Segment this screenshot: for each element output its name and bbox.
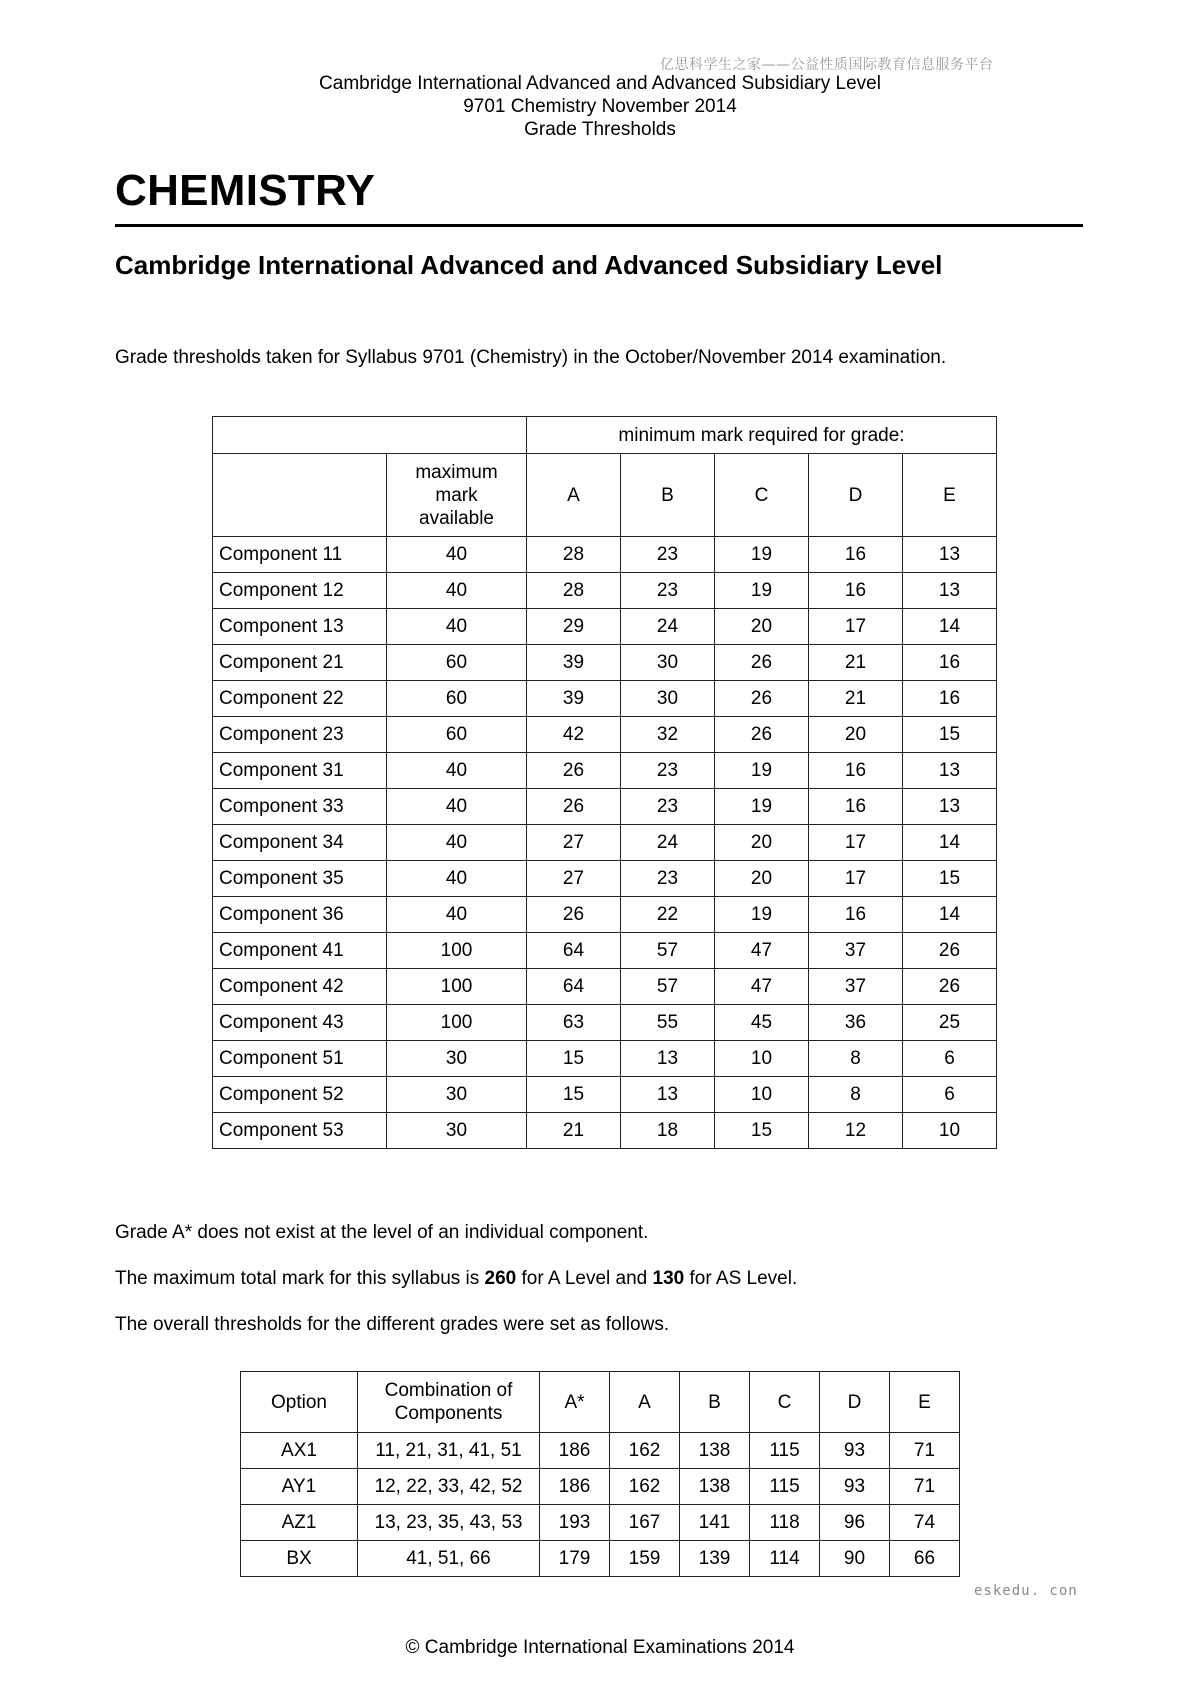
grade-mark-cell: 15 bbox=[527, 1041, 621, 1077]
watermark-top: 亿思科学生之家——公益性质国际教育信息服务平台 bbox=[660, 57, 994, 73]
grade-mark-cell: 26 bbox=[527, 897, 621, 933]
grade-mark-cell: 14 bbox=[903, 897, 997, 933]
component-name-cell: Component 41 bbox=[213, 933, 387, 969]
overall-thresholds-table bbox=[240, 1371, 960, 1577]
component-name-cell: Component 31 bbox=[213, 753, 387, 789]
header-line-1: Cambridge International Advanced and Advanced Subsidiary Level bbox=[319, 73, 881, 94]
grade-mark-cell: 45 bbox=[715, 1005, 809, 1041]
overall-mark-cell: 138 bbox=[680, 1433, 750, 1469]
grade-mark-cell: 13 bbox=[903, 537, 997, 573]
combination-cell: 41, 51, 66 bbox=[358, 1541, 540, 1577]
combination-cell: 13, 23, 35, 43, 53 bbox=[358, 1505, 540, 1541]
combination-header-line: Combination of bbox=[384, 1380, 513, 1401]
table-row bbox=[213, 825, 997, 861]
component-name-cell: Component 21 bbox=[213, 645, 387, 681]
grade-mark-cell: 13 bbox=[903, 789, 997, 825]
max-mark-cell: 40 bbox=[387, 825, 527, 861]
overall-mark-cell: 141 bbox=[680, 1505, 750, 1541]
grade-mark-cell: 36 bbox=[809, 1005, 903, 1041]
max-mark-header-line: mark bbox=[435, 484, 478, 506]
overall-mark-cell: 71 bbox=[890, 1469, 960, 1505]
table-row bbox=[213, 681, 997, 717]
max-total-text: The maximum total mark for this syllabus is bbox=[115, 1268, 485, 1289]
grade-mark-cell: 19 bbox=[715, 897, 809, 933]
grade-mark-cell: 15 bbox=[715, 1113, 809, 1149]
grade-mark-cell: 23 bbox=[621, 861, 715, 897]
grade-mark-cell: 26 bbox=[715, 717, 809, 753]
grade-group-header: minimum mark required for grade: bbox=[527, 417, 997, 454]
overall-mark-cell: 139 bbox=[680, 1541, 750, 1577]
combination-cell: 12, 22, 33, 42, 52 bbox=[358, 1469, 540, 1505]
table-row bbox=[213, 1077, 997, 1113]
overall-mark-cell: 71 bbox=[890, 1433, 960, 1469]
grade-mark-cell: 8 bbox=[809, 1041, 903, 1077]
grade-mark-cell: 16 bbox=[809, 753, 903, 789]
component-name-cell: Component 42 bbox=[213, 969, 387, 1005]
overall-note: The overall thresholds for the different grades were set as follows. bbox=[115, 1314, 670, 1335]
max-mark-header bbox=[387, 454, 527, 537]
table-row bbox=[213, 537, 997, 573]
overall-mark-cell: 74 bbox=[890, 1505, 960, 1541]
grade-mark-cell: 21 bbox=[809, 645, 903, 681]
watermark-bottom: eskedu. con bbox=[974, 1583, 1078, 1599]
header-line-2: 9701 Chemistry November 2014 bbox=[463, 96, 737, 117]
grade-mark-cell: 12 bbox=[809, 1113, 903, 1149]
table-row bbox=[213, 789, 997, 825]
overall-mark-cell: 193 bbox=[540, 1505, 610, 1541]
grade-mark-cell: 42 bbox=[527, 717, 621, 753]
astar-note: Grade A* does not exist at the level of an individual component. bbox=[115, 1222, 649, 1243]
grade-mark-cell: 19 bbox=[715, 573, 809, 609]
grade-mark-cell: 19 bbox=[715, 753, 809, 789]
grade-mark-cell: 64 bbox=[527, 969, 621, 1005]
max-mark-cell: 100 bbox=[387, 969, 527, 1005]
grade-mark-cell: 63 bbox=[527, 1005, 621, 1041]
table-row bbox=[213, 969, 997, 1005]
grade-mark-cell: 28 bbox=[527, 537, 621, 573]
overall-mark-cell: 138 bbox=[680, 1469, 750, 1505]
grade-mark-cell: 10 bbox=[715, 1077, 809, 1113]
grade-header-b: B bbox=[621, 454, 715, 537]
overall-mark-cell: 115 bbox=[750, 1469, 820, 1505]
max-mark-cell: 30 bbox=[387, 1041, 527, 1077]
component-name-cell: Component 52 bbox=[213, 1077, 387, 1113]
grade-mark-cell: 57 bbox=[621, 969, 715, 1005]
title-divider bbox=[115, 224, 1083, 227]
overall-mark-cell: 93 bbox=[820, 1469, 890, 1505]
table-corner-cell bbox=[213, 417, 527, 454]
option-cell: AX1 bbox=[241, 1433, 358, 1469]
max-mark-cell: 40 bbox=[387, 789, 527, 825]
grade-mark-cell: 16 bbox=[903, 681, 997, 717]
component-name-cell: Component 35 bbox=[213, 861, 387, 897]
header-line-3: Grade Thresholds bbox=[524, 119, 676, 140]
grade-mark-cell: 15 bbox=[903, 717, 997, 753]
component-name-cell: Component 51 bbox=[213, 1041, 387, 1077]
component-name-cell: Component 22 bbox=[213, 681, 387, 717]
component-name-cell: Component 43 bbox=[213, 1005, 387, 1041]
grade-mark-cell: 37 bbox=[809, 969, 903, 1005]
overall-mark-cell: 90 bbox=[820, 1541, 890, 1577]
component-name-cell: Component 53 bbox=[213, 1113, 387, 1149]
table-row bbox=[213, 645, 997, 681]
overall-mark-cell: 159 bbox=[610, 1541, 680, 1577]
grade-mark-cell: 17 bbox=[809, 609, 903, 645]
grade-mark-cell: 30 bbox=[621, 645, 715, 681]
grade-mark-cell: 32 bbox=[621, 717, 715, 753]
component-name-cell: Component 11 bbox=[213, 537, 387, 573]
max-mark-header-line: maximum bbox=[415, 461, 498, 483]
overall-grade-header: A bbox=[610, 1372, 680, 1433]
max-total-as-level: 130 bbox=[652, 1268, 685, 1289]
component-name-cell: Component 34 bbox=[213, 825, 387, 861]
grade-mark-cell: 15 bbox=[903, 861, 997, 897]
max-mark-cell: 40 bbox=[387, 537, 527, 573]
copyright-footer: © Cambridge International Examinations 2014 bbox=[405, 1637, 795, 1658]
grade-mark-cell: 19 bbox=[715, 789, 809, 825]
grade-mark-cell: 21 bbox=[809, 681, 903, 717]
intro-text: Grade thresholds taken for Syllabus 9701 (Chemistry) in the October/November 2014 examination. bbox=[115, 347, 947, 368]
overall-mark-cell: 162 bbox=[610, 1433, 680, 1469]
component-name-cell: Component 33 bbox=[213, 789, 387, 825]
component-name-cell: Component 12 bbox=[213, 573, 387, 609]
overall-mark-cell: 115 bbox=[750, 1433, 820, 1469]
overall-mark-cell: 66 bbox=[890, 1541, 960, 1577]
overall-mark-cell: 179 bbox=[540, 1541, 610, 1577]
max-mark-header-line: available bbox=[419, 507, 494, 529]
grade-mark-cell: 17 bbox=[809, 861, 903, 897]
option-cell: BX bbox=[241, 1541, 358, 1577]
overall-mark-cell: 186 bbox=[540, 1433, 610, 1469]
grade-header-e: E bbox=[903, 454, 997, 537]
table-row bbox=[213, 1113, 997, 1149]
max-total-text: for AS Level. bbox=[684, 1268, 798, 1289]
max-mark-cell: 30 bbox=[387, 1113, 527, 1149]
grade-mark-cell: 27 bbox=[527, 825, 621, 861]
grade-mark-cell: 23 bbox=[621, 789, 715, 825]
grade-mark-cell: 10 bbox=[715, 1041, 809, 1077]
grade-mark-cell: 23 bbox=[621, 573, 715, 609]
max-mark-cell: 30 bbox=[387, 1077, 527, 1113]
grade-mark-cell: 6 bbox=[903, 1077, 997, 1113]
overall-mark-cell: 186 bbox=[540, 1469, 610, 1505]
max-total-text: for A Level and bbox=[516, 1268, 653, 1289]
grade-header-a: A bbox=[527, 454, 621, 537]
max-mark-cell: 40 bbox=[387, 861, 527, 897]
table-row bbox=[213, 933, 997, 969]
table-row bbox=[241, 1469, 960, 1505]
table-row bbox=[241, 1433, 960, 1469]
grade-mark-cell: 8 bbox=[809, 1077, 903, 1113]
grade-mark-cell: 55 bbox=[621, 1005, 715, 1041]
overall-mark-cell: 167 bbox=[610, 1505, 680, 1541]
grade-mark-cell: 15 bbox=[527, 1077, 621, 1113]
page-subtitle: Cambridge International Advanced and Advanced Subsidiary Level bbox=[115, 250, 943, 280]
table-row bbox=[213, 573, 997, 609]
grade-mark-cell: 47 bbox=[715, 969, 809, 1005]
page-title: CHEMISTRY bbox=[115, 166, 376, 215]
grade-mark-cell: 26 bbox=[903, 969, 997, 1005]
grade-mark-cell: 28 bbox=[527, 573, 621, 609]
table-row bbox=[213, 753, 997, 789]
grade-mark-cell: 10 bbox=[903, 1113, 997, 1149]
table-row bbox=[213, 1005, 997, 1041]
overall-mark-cell: 93 bbox=[820, 1433, 890, 1469]
grade-mark-cell: 26 bbox=[527, 789, 621, 825]
grade-mark-cell: 22 bbox=[621, 897, 715, 933]
grade-mark-cell: 27 bbox=[527, 861, 621, 897]
component-name-header bbox=[213, 454, 387, 537]
max-total-note bbox=[115, 1268, 797, 1290]
grade-header-c: C bbox=[715, 454, 809, 537]
max-mark-cell: 40 bbox=[387, 609, 527, 645]
grade-mark-cell: 20 bbox=[809, 717, 903, 753]
table-row bbox=[241, 1505, 960, 1541]
grade-mark-cell: 23 bbox=[621, 753, 715, 789]
grade-mark-cell: 14 bbox=[903, 609, 997, 645]
grade-mark-cell: 26 bbox=[903, 933, 997, 969]
grade-mark-cell: 19 bbox=[715, 537, 809, 573]
grade-mark-cell: 18 bbox=[621, 1113, 715, 1149]
max-mark-cell: 40 bbox=[387, 573, 527, 609]
grade-mark-cell: 64 bbox=[527, 933, 621, 969]
overall-grade-header: A* bbox=[540, 1372, 610, 1433]
overall-grade-header: C bbox=[750, 1372, 820, 1433]
overall-mark-cell: 118 bbox=[750, 1505, 820, 1541]
grade-mark-cell: 24 bbox=[621, 825, 715, 861]
grade-mark-cell: 24 bbox=[621, 609, 715, 645]
overall-grade-header: B bbox=[680, 1372, 750, 1433]
overall-grade-header: E bbox=[890, 1372, 960, 1433]
table-row bbox=[213, 1041, 997, 1077]
grade-mark-cell: 16 bbox=[809, 897, 903, 933]
max-mark-cell: 60 bbox=[387, 645, 527, 681]
component-name-cell: Component 36 bbox=[213, 897, 387, 933]
grade-mark-cell: 20 bbox=[715, 861, 809, 897]
table-row bbox=[213, 609, 997, 645]
grade-mark-cell: 16 bbox=[809, 537, 903, 573]
grade-mark-cell: 39 bbox=[527, 681, 621, 717]
max-mark-cell: 100 bbox=[387, 1005, 527, 1041]
overall-mark-cell: 114 bbox=[750, 1541, 820, 1577]
grade-mark-cell: 16 bbox=[903, 645, 997, 681]
component-thresholds-table bbox=[212, 416, 997, 1149]
grade-mark-cell: 16 bbox=[809, 573, 903, 609]
overall-mark-cell: 162 bbox=[610, 1469, 680, 1505]
max-mark-cell: 60 bbox=[387, 681, 527, 717]
grade-mark-cell: 39 bbox=[527, 645, 621, 681]
overall-mark-cell: 96 bbox=[820, 1505, 890, 1541]
table-row bbox=[213, 717, 997, 753]
overall-grade-header: D bbox=[820, 1372, 890, 1433]
component-name-cell: Component 23 bbox=[213, 717, 387, 753]
grade-mark-cell: 17 bbox=[809, 825, 903, 861]
option-cell: AZ1 bbox=[241, 1505, 358, 1541]
grade-mark-cell: 20 bbox=[715, 609, 809, 645]
max-mark-cell: 60 bbox=[387, 717, 527, 753]
table-row bbox=[241, 1541, 960, 1577]
grade-header-d: D bbox=[809, 454, 903, 537]
grade-mark-cell: 37 bbox=[809, 933, 903, 969]
grade-mark-cell: 29 bbox=[527, 609, 621, 645]
grade-mark-cell: 13 bbox=[903, 573, 997, 609]
grade-mark-cell: 26 bbox=[715, 645, 809, 681]
grade-mark-cell: 26 bbox=[527, 753, 621, 789]
table-row bbox=[213, 861, 997, 897]
max-mark-cell: 40 bbox=[387, 897, 527, 933]
combination-header-line: Components bbox=[394, 1403, 503, 1424]
component-name-cell: Component 13 bbox=[213, 609, 387, 645]
grade-mark-cell: 13 bbox=[903, 753, 997, 789]
table-row bbox=[213, 897, 997, 933]
grade-mark-cell: 21 bbox=[527, 1113, 621, 1149]
combination-cell: 11, 21, 31, 41, 51 bbox=[358, 1433, 540, 1469]
option-cell: AY1 bbox=[241, 1469, 358, 1505]
option-header: Option bbox=[241, 1372, 358, 1433]
grade-mark-cell: 13 bbox=[621, 1077, 715, 1113]
grade-mark-cell: 14 bbox=[903, 825, 997, 861]
max-total-a-level: 260 bbox=[484, 1268, 517, 1289]
combination-header bbox=[358, 1372, 540, 1433]
grade-mark-cell: 6 bbox=[903, 1041, 997, 1077]
grade-mark-cell: 30 bbox=[621, 681, 715, 717]
page-header bbox=[0, 72, 1190, 141]
max-mark-cell: 100 bbox=[387, 933, 527, 969]
grade-mark-cell: 13 bbox=[621, 1041, 715, 1077]
grade-mark-cell: 25 bbox=[903, 1005, 997, 1041]
max-mark-cell: 40 bbox=[387, 753, 527, 789]
grade-mark-cell: 20 bbox=[715, 825, 809, 861]
grade-mark-cell: 47 bbox=[715, 933, 809, 969]
grade-mark-cell: 26 bbox=[715, 681, 809, 717]
grade-mark-cell: 16 bbox=[809, 789, 903, 825]
grade-mark-cell: 57 bbox=[621, 933, 715, 969]
grade-mark-cell: 23 bbox=[621, 537, 715, 573]
